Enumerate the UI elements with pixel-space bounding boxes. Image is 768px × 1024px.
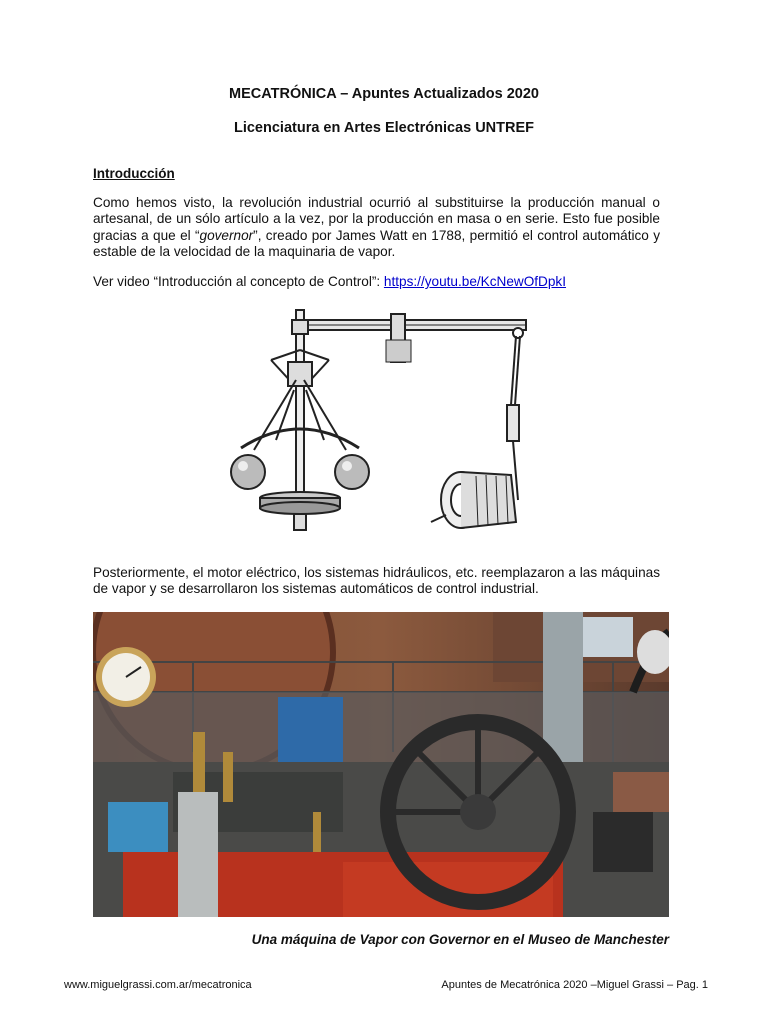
- photo-caption: Una máquina de Vapor con Governor en el Museo de Manchester: [251, 932, 669, 947]
- steam-engine-photo: [93, 612, 669, 917]
- footer-page-info: Apuntes de Mecatrónica 2020 –Miguel Grassi – Pag. 1: [441, 979, 708, 991]
- intro-text-start: Como hemos visto, la revolución industrial ocurrió al substituirse la producción manual o artesanal, de un sólo artículo a la vez, por la producción en masa o en serie. Esto fue posible gracias a que el “: [93, 195, 660, 243]
- section-heading: Introducción: [93, 166, 175, 181]
- video-paragraph: [93, 274, 660, 290]
- video-link[interactable]: https://youtu.be/KcNewOfDpkI: [383, 274, 567, 289]
- footer-url: www.miguelgrassi.com.ar/mecatronica: [64, 979, 252, 991]
- governor-term: governor: [199, 227, 254, 243]
- paragraph-2: Posteriormente, el motor eléctrico, los sistemas hidráulicos, etc. reemplazaron a las máquinas de vapor y se desarrollaron los sistemas automáticos de control industrial.: [93, 565, 660, 597]
- intro-text-end: ”, creado por James Watt en 1788, permitió el control automático y estable de la velocidad de la maquinaria de vapor.: [93, 227, 660, 260]
- video-label: Ver video “Introducción al concepto de Control”:: [93, 274, 384, 289]
- governor-illustration: [226, 300, 546, 536]
- intro-paragraph: [93, 195, 660, 261]
- document-title: MECATRÓNICA – Apuntes Actualizados 2020: [229, 86, 539, 102]
- document-subtitle: Licenciatura en Artes Electrónicas UNTREF: [233, 120, 535, 136]
